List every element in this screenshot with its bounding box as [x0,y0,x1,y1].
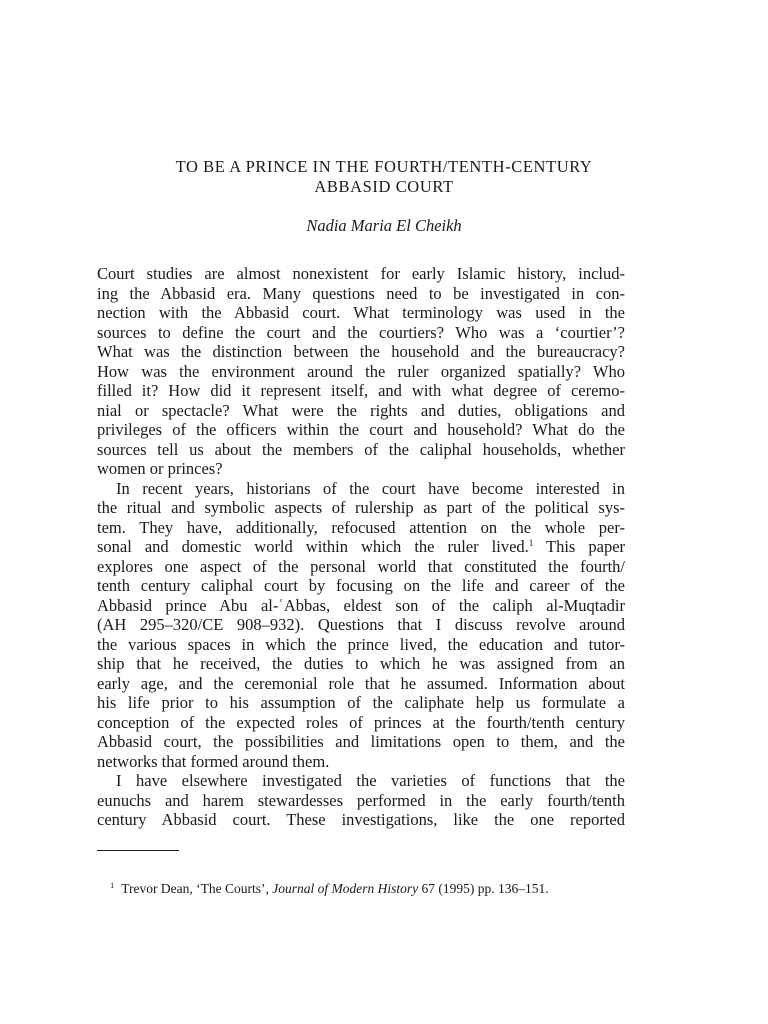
body-line: nection with the Abbasid court. What terminology was used in the [97,303,625,322]
body-line: early age, and the ceremonial role that he assumed. Information about [97,674,625,693]
body-line: the various spaces in which the prince lived, the education and tutor- [97,635,625,654]
body-line: conception of the expected roles of princes at the fourth/tenth century [97,713,625,732]
body-line: (AH 295–320/CE 908–932). Questions that I discuss revolve around [97,615,625,634]
body-line: ing the Abbasid era. Many questions need to be investigated in con- [97,284,625,303]
body-line: sources to define the court and the courtiers? Who was a ‘courtier’? [97,323,625,342]
title-line-1: TO BE A PRINCE IN THE FOURTH/TENTH-CENTURY [175,157,593,176]
body-line: networks that formed around them. [97,752,330,771]
body-line: his life prior to his assumption of the caliphate help us formulate a [97,693,625,712]
body-line: ship that he received, the duties to which he was assigned from an [97,654,625,673]
footnote-ref[interactable]: 1 [528,538,534,548]
author-name: Nadia Maria El Cheikh [306,216,462,235]
body-line: eunuchs and harem stewardesses performed in the early fourth/tenth [97,791,625,810]
footnote-rule [97,850,179,851]
body-line: explores one aspect of the personal world that constituted the fourth/ [97,557,625,576]
body-line: privileges of the officers within the court and household? What do the [97,420,625,439]
body-text: This paper [546,537,626,556]
footnote-text: Trevor Dean, ‘The Courts’, [121,881,269,896]
body-line: How was the environment around the ruler organized spatially? Who [97,362,625,381]
body-text: sonal and domestic world within which the ruler lived. [97,537,529,556]
body-line: the ritual and symbolic aspects of rulership as part of the political sys- [97,498,625,517]
body-line: Court studies are almost nonexistent for early Islamic history, includ- [97,264,625,283]
body-line: tenth century caliphal court by focusing on the life and career of the [97,576,625,595]
body-line: century Abbasid court. These investigations, like the one reported [97,810,625,829]
title-line-2: ABBASID COURT [314,177,454,196]
footnote-journal: Journal of Modern History [272,881,419,896]
body-line: tem. They have, additionally, refocused attention on the whole per- [97,518,625,537]
body-line: women or princes? [97,459,223,478]
footnote-number: 1 [110,880,115,890]
body-line: nial or spectacle? What were the rights and duties, obligations and [97,401,625,420]
body-line: I have elsewhere investigated the varieties of functions that the [116,771,625,790]
body-line: sources tell us about the members of the caliphal households, whether [97,440,625,459]
footnote [110,881,549,897]
body-line: filled it? How did it represent itself, and with what degree of ceremo- [97,381,625,400]
footnote-text: 67 (1995) pp. 136–151. [421,881,549,896]
body-line: Abbasid court, the possibilities and limitations open to them, and the [97,732,625,751]
body-line: What was the distinction between the household and the bureaucracy? [97,342,625,361]
body-line-with-footnote-ref [97,537,625,557]
body-line: Abbasid prince Abu al-ʿAbbas, eldest son of the caliph al-Muqtadir [97,596,625,615]
body-line: In recent years, historians of the court have become interested in [116,479,625,498]
